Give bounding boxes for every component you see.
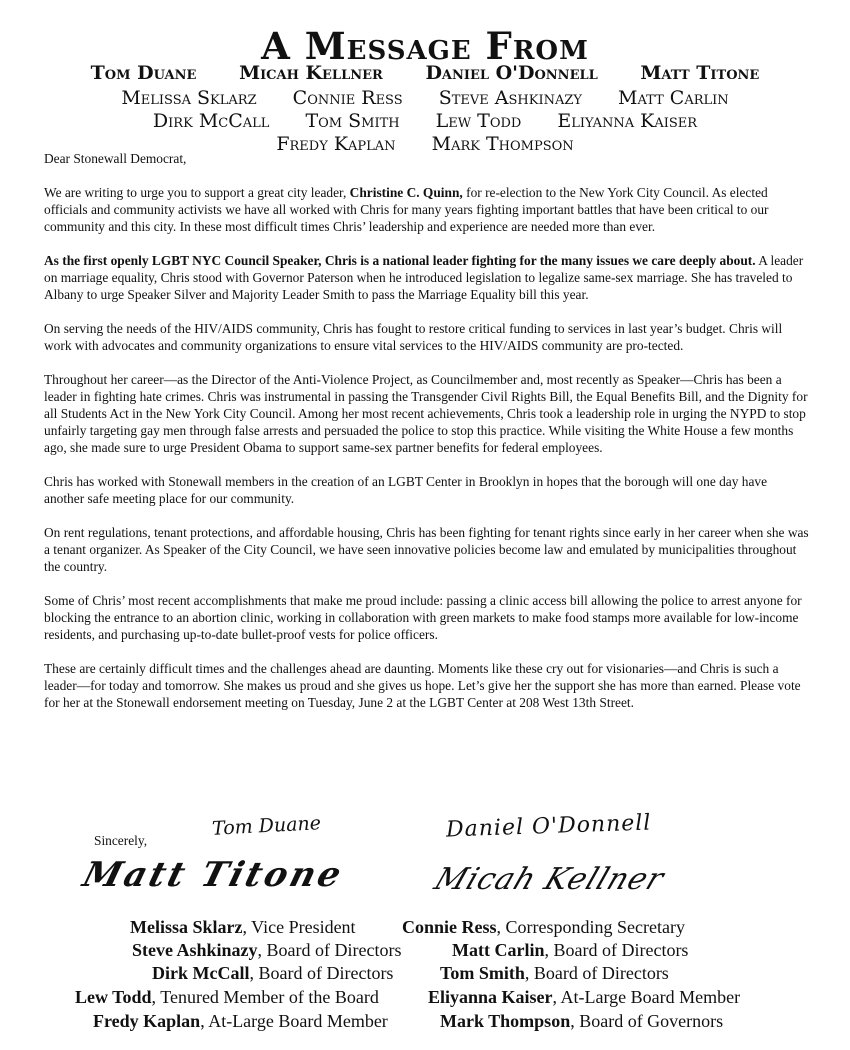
- paragraph-3: On serving the needs of the HIV/AIDS community, Chris has fought to restore critical funding to services in last year’s budget. Chris will work with advocates and community organizations to ensure vital services to the HIV/AIDS community are pro-tected.: [44, 321, 783, 353]
- signer-name: Tom Duane: [90, 62, 197, 84]
- board-member: Dirk McCall, Board of Directors: [152, 963, 394, 983]
- board-member: Melissa Sklarz, Vice President: [130, 917, 356, 937]
- paragraph-lead: As the first openly LGBT NYC Council Speaker, Chris is a national leader fighting for the many issues we care deeply about.: [44, 253, 756, 268]
- signer-name: Mark Thompson: [431, 133, 574, 155]
- signer-name: Steve Ashkinazy: [438, 87, 582, 109]
- closing: Sincerely,: [94, 833, 148, 848]
- paragraph-4: Throughout her career—as the Director of the Anti-Violence Project, as Councilmember and, most recently as Speaker—Chris has been a leader in fighting hate crimes. Chris was instrumental in passing the Transgender Civil Rights Bill, the Equal Benefits Bill, and the Dignity for all Students Act in the New York City Council. Among her most recent achievements, Chris took a leadership role in urging the NYPD to stop unfairly targeting gay men through false arrests and persuaded the police to stop this practice. While visiting the White House a few months ago, she made sure to urge President Obama to support same-sex partner benefits for federal employees.: [44, 372, 808, 455]
- paragraph-2: [44, 252, 809, 303]
- signature-tom-duane: Tom Duane: [211, 812, 322, 840]
- signers-row-3: [0, 110, 850, 132]
- page-title: A Message From: [261, 24, 589, 68]
- board-member: Mark Thompson, Board of Governors: [440, 1011, 724, 1031]
- signers-row-1: [0, 61, 850, 85]
- candidate-name: Christine C. Quinn,: [349, 185, 463, 200]
- signers-row-2: [0, 87, 850, 109]
- letter-body: [44, 150, 809, 728]
- paragraph-text: A leader on marriage equality, Chris stood with Governor Paterson when he introduced legislation to legalize same-sex marriage. She has traveled to Albany to urge Speaker Silver and Majority Leader Smith to pass the Marriage Equality bill this year.: [44, 253, 804, 302]
- paragraph-text: We are writing to urge you to support a great city leader,: [44, 185, 350, 200]
- signer-name: Matt Carlin: [618, 87, 729, 109]
- signer-name: Daniel O'Donnell: [425, 62, 598, 84]
- paragraph-6: On rent regulations, tenant protections, and affordable housing, Chris has been fighting for tenant rights since early in her career when she was a tenant organizer. As Speaker of the City Council, we have seen innovative policies become law and emulated by municipalities throughout the country.: [44, 525, 809, 574]
- signer-name: Tom Smith: [305, 110, 400, 132]
- paragraph-1: [44, 184, 809, 235]
- board-member: Steve Ashkinazy, Board of Directors: [132, 940, 402, 960]
- signer-name: Matt Titone: [640, 62, 760, 84]
- signature-matt-titone: Matt Titone: [78, 855, 349, 895]
- board-member: Matt Carlin, Board of Directors: [452, 940, 689, 960]
- signature-micah-kellner: Micah Kellner: [429, 862, 670, 897]
- signer-name: Dirk McCall: [152, 110, 270, 132]
- signer-name: Micah Kellner: [239, 62, 383, 84]
- board-member: Tom Smith, Board of Directors: [440, 963, 669, 983]
- paragraph-5: Chris has worked with Stonewall members in the creation of an LGBT Center in Brooklyn in hopes that the borough will one day have another safe meeting place for our community.: [44, 474, 768, 506]
- board-member: Connie Ress, Corresponding Secretary: [402, 917, 685, 937]
- board-member: Eliyanna Kaiser, At-Large Board Member: [428, 987, 741, 1007]
- board-member: Lew Todd, Tenured Member of the Board: [75, 987, 379, 1007]
- signer-name: Fredy Kaplan: [276, 133, 396, 155]
- signer-name: Connie Ress: [292, 87, 403, 109]
- signer-name: Lew Todd: [435, 110, 522, 132]
- signature-daniel-odonnell: Daniel O'Donnell: [445, 810, 652, 843]
- paragraph-8: These are certainly difficult times and the challenges ahead are daunting. Moments like these cry out for visionaries—and Chris is such a leader—for today and tomorrow. She makes us proud and she gives us hope. Let’s give her the support she has more than earned. Please vote for her at the Stonewall endorsement meeting on Tuesday, June 2 at the LGBT Center at 208 West 13th Street.: [44, 661, 801, 710]
- salutation: Dear Stonewall Democrat,: [44, 151, 187, 166]
- signer-name: Melissa Sklarz: [121, 87, 257, 109]
- paragraph-text: for re-election to the New York City Council. As elected officials and community activists we have all worked with Chris for many years fighting important battles that have been critical to our community and this city. In these most difficult times Chris’ leadership and experience are needed more than ever.: [44, 185, 769, 234]
- signer-name: Eliyanna Kaiser: [557, 110, 698, 132]
- paragraph-7: Some of Chris’ most recent accomplishments that make me proud include: passing a clinic access bill allowing the police to arrest anyone for blocking the entrance to an abortion clinic, working in collaboration with green markets to make food stamps more available for low-income residents, and purchasing up-to-date bullet-proof vests for police officers.: [44, 593, 802, 642]
- board-member: Fredy Kaplan, At-Large Board Member: [93, 1011, 388, 1031]
